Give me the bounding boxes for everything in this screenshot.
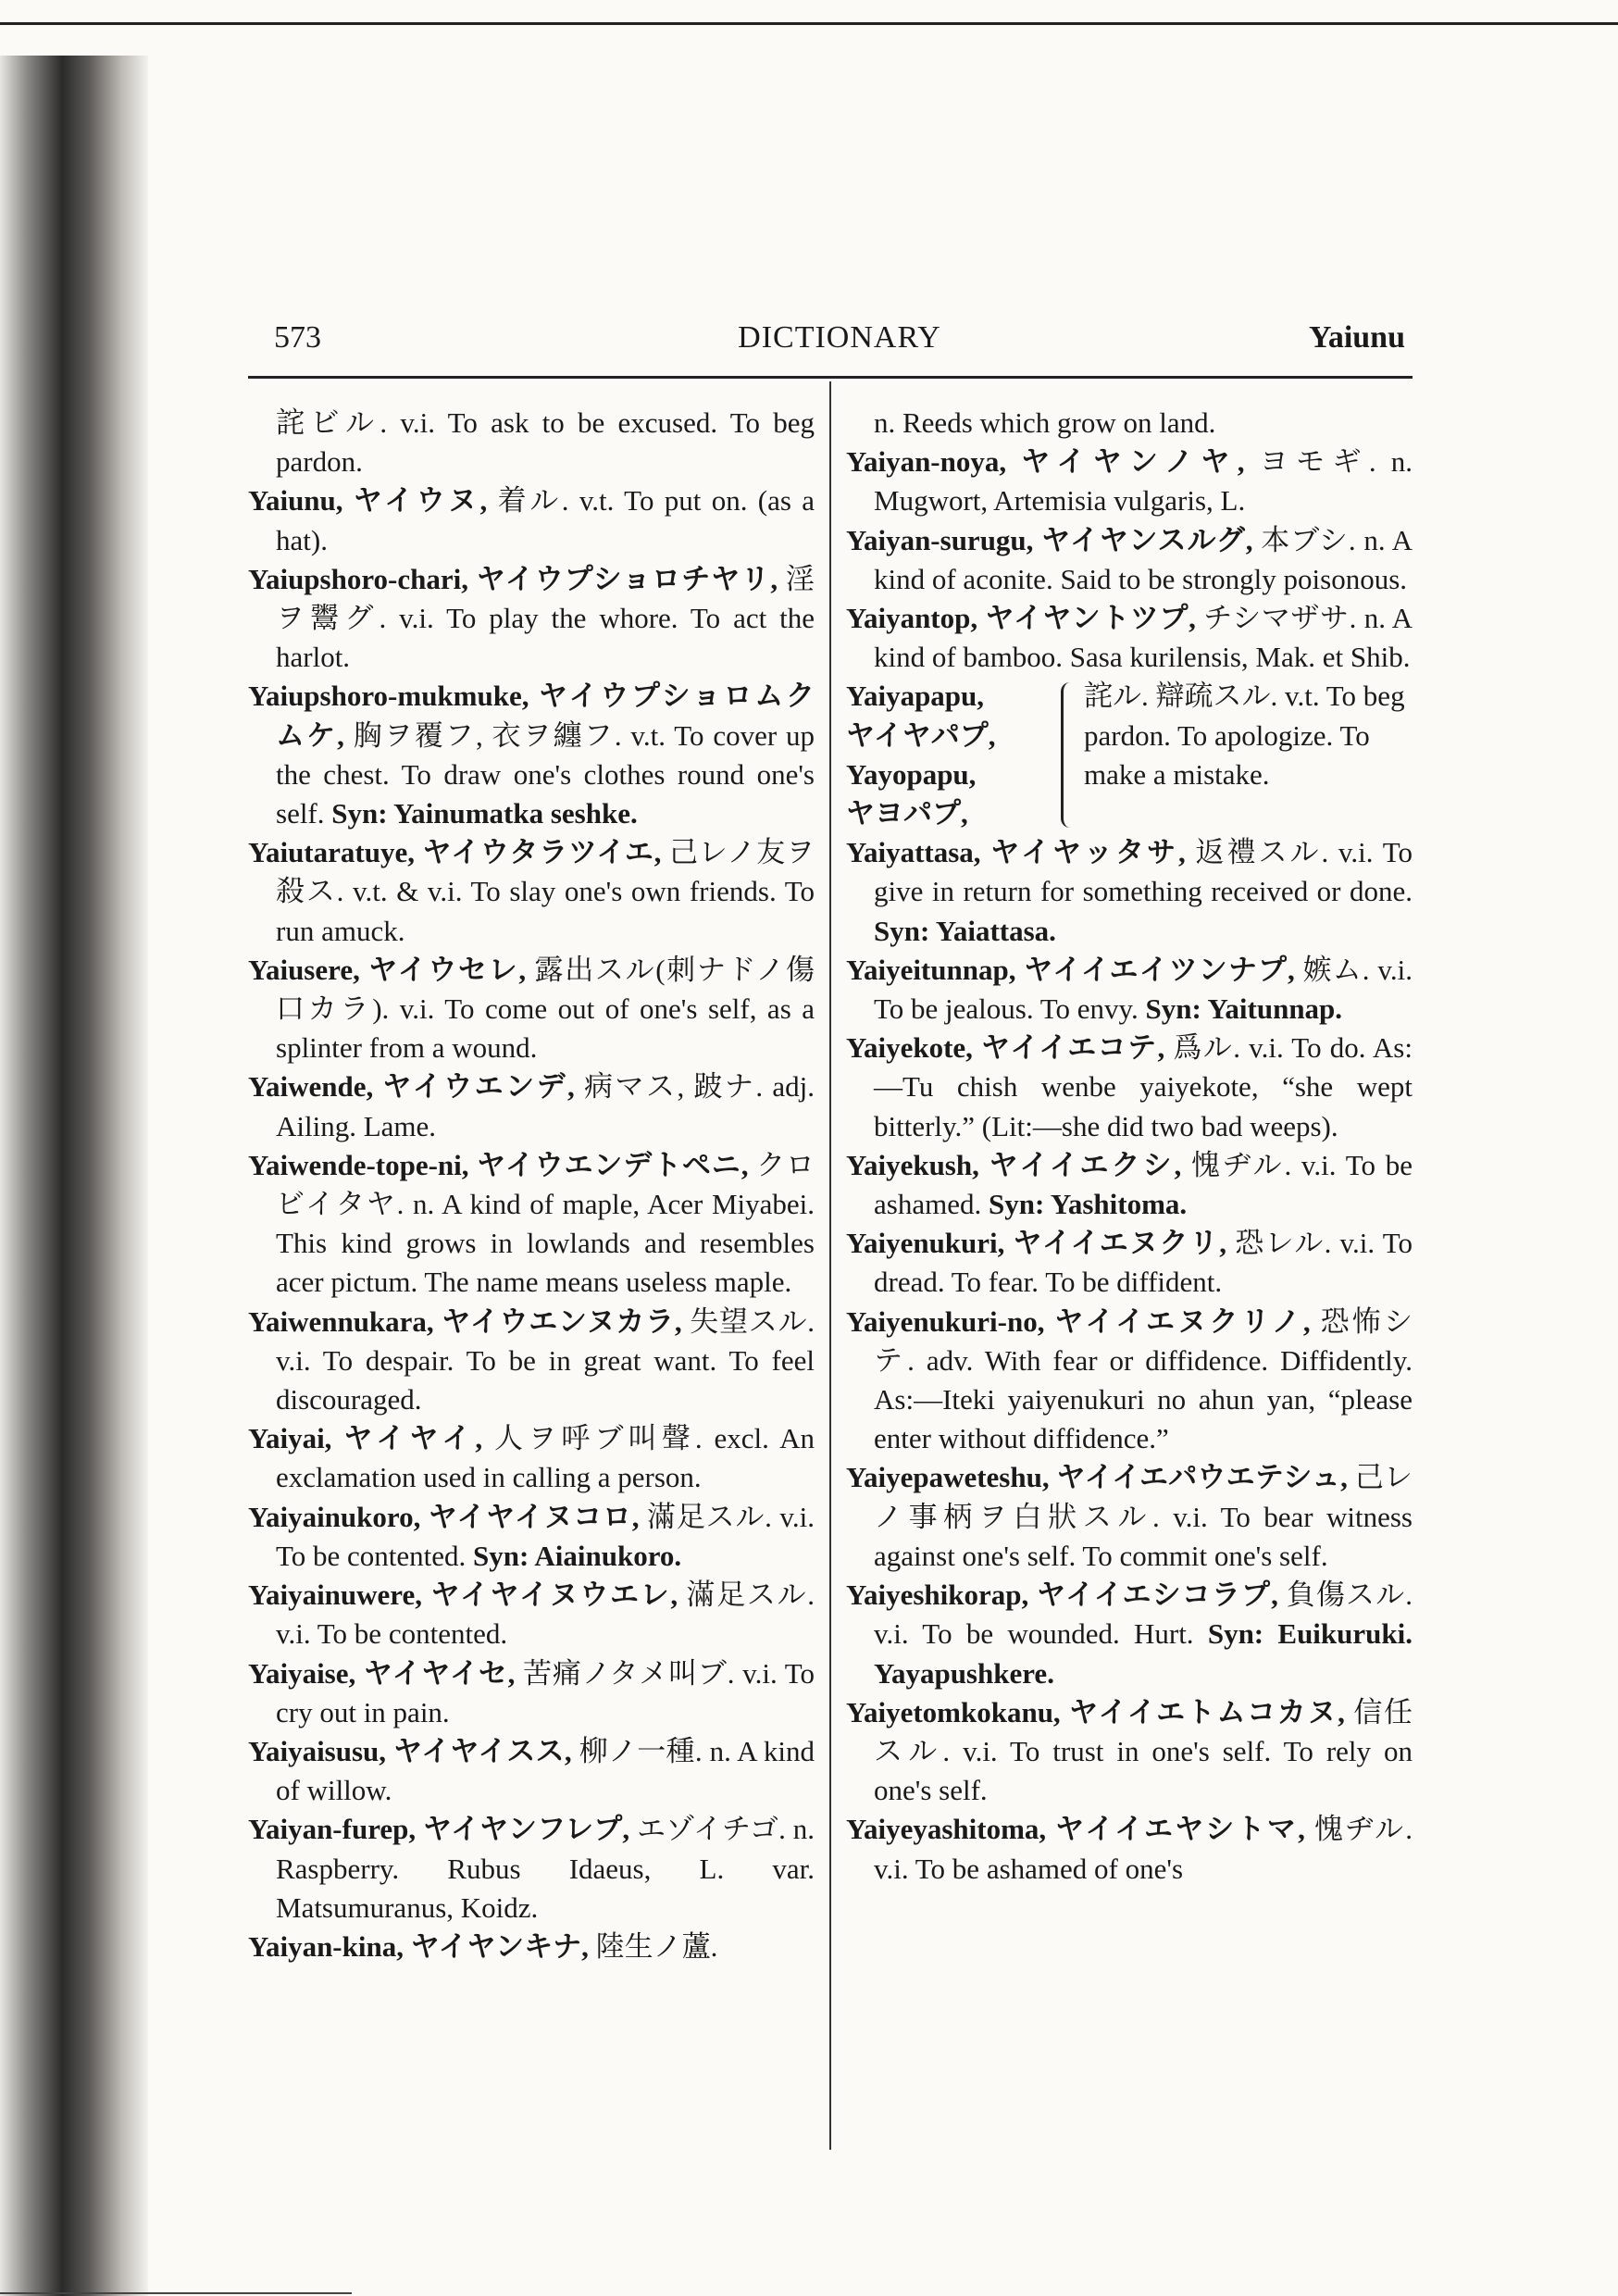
top-rule [0,22,1618,25]
entry-headword: Yaiyeyashitoma, ヤイイエヤシトマ, [846,1813,1305,1846]
entry-headword: Yaiwennukara, ヤイウエンヌカラ, [248,1304,682,1338]
entry-definition: 信任スル. v.i. To trust in one's self. To rely on one's self. [874,1695,1413,1807]
entry-headword: Yaiwende-tope-ni, ヤイウエンデトペニ, [248,1148,749,1181]
entry-definition: 失望スル. v.i. To despair. To be in great want. To feel discouraged. [276,1304,815,1416]
bracket-headword: Yaiyapapu, [846,680,985,713]
entry-definition: 陸生ノ蘆. [588,1929,718,1963]
bracket-definition: 詫ル. 辯疏スル. v.t. To beg pardon. To apologize. To make a mistake. [1084,680,1405,791]
entry-definition: 滿足スル. v.i. To be contented. [276,1578,815,1651]
entry-definition: 恐怖シテ. adv. With fear or diffidence. Diffidently. As:—Iteki yaiyenukuri no ahun yan, “please enter without diffidence.” [874,1304,1413,1455]
entry-definition: n. Reeds which grow on land. [874,406,1216,439]
entry-definition: 着ル. v.t. To put on. (as a hat). [276,484,815,556]
dictionary-entry [248,1303,815,1420]
dictionary-entry [846,951,1413,1029]
entry-headword: Yaiyan-noya, ヤイヤンノヤ, [846,445,1245,479]
entry-definition: 淫ヲ鬻グ. v.i. To play the whore. To act the harlot. [276,562,815,674]
entry-synonym: Syn: Yainumatka seshke. [331,797,638,830]
entry-synonym: Syn: Aiainukoro. [473,1539,682,1572]
brace-symbol [1061,682,1077,828]
entry-definition: 負傷スル. v.i. To be wounded. Hurt. [874,1578,1413,1651]
entry-definition: 愧ヂル. v.i. To be ashamed. [874,1148,1413,1221]
entry-definition: エゾイチゴ. n. Raspberry. Rubus Idaeus, L. var. Matsumuranus, Koidz. [276,1813,815,1924]
entry-definition: 己レノ友ヲ殺ス. v.t. & v.i. To slay one's own friends. To run amuck. [276,836,815,947]
entry-headword: Yaiyainuwere, ヤイヤイヌウエレ, [248,1578,678,1612]
entry-headword: Yaiwende, ヤイウエンデ, [248,1070,575,1104]
dictionary-entry [846,1810,1413,1888]
dictionary-entry [248,404,815,481]
dictionary-entry [846,1576,1413,1693]
dictionary-entry [248,951,815,1068]
page-binding-shadow [0,56,148,2296]
entry-headword: Yaiyetomkokanu, ヤイイエトムコカヌ, [846,1695,1345,1728]
dictionary-entry [846,833,1413,951]
entry-headword: Yaiyantop, ヤイヤントツプ, [846,602,1196,635]
entry-headword: Yaiupshoro-chari, ヤイウプショロチヤリ, [248,562,778,595]
entry-definition: 己レノ事柄ヲ白狀スル. v.i. To bear witness against one's self. To commit one's self. [874,1461,1413,1572]
entry-headword: Yaiyan-kina, ヤイヤンキナ, [248,1929,589,1963]
entry-headword: Yaiyattasa, ヤイヤッタサ, [846,836,1186,869]
dictionary-entry [846,1146,1413,1224]
entry-headword: Yaiyeitunnap, ヤイイエイツンナプ, [846,953,1295,986]
bracket-entry [846,677,1413,833]
entry-headword: Yaiyaisusu, ヤイヤイスス, [248,1734,572,1767]
entry-definition: 恐レル. v.i. To dread. To fear. To be diffident. [874,1227,1413,1299]
bottom-rule [0,2292,352,2294]
dictionary-entry [846,443,1413,520]
dictionary-entry [846,521,1413,599]
running-title: DICTIONARY [738,320,941,355]
entry-definition: 胸ヲ覆フ, 衣ヲ纏フ. v.t. To cover up the chest. To draw one's clothes round one's self. [276,718,815,830]
dictionary-entry [846,1458,1413,1576]
entry-definition: 詫ビル. v.i. To ask to be excused. To beg pardon. [276,406,815,479]
entry-headword: Yaiyaise, ヤイヤイセ, [248,1656,516,1690]
dictionary-entry [248,677,815,833]
entry-definition: 愧ヂル. v.i. To be ashamed of one's [874,1813,1413,1885]
right-column-top [846,404,1413,677]
entry-headword: Yaiyekush, ヤイイエクシ, [846,1148,1182,1181]
right-column [846,404,1413,1889]
entry-headword: Yaiunu, ヤイウヌ, [248,484,488,518]
entry-headword: Yaiyainukoro, ヤイヤイヌコロ, [248,1500,640,1533]
entry-synonym: Syn: Yaiattasa. [874,914,1056,947]
guide-word: Yaiunu [1309,320,1405,355]
entry-definition: クロビイタヤ. n. A kind of maple, Acer Miyabei. This kind grows in lowlands and resembles acer pictum. The name means useless maple. [276,1148,815,1299]
entry-headword: Yaiyekote, ヤイイエコテ, [846,1031,1165,1065]
bracket-headwords [846,677,1061,833]
entry-headword: Yaiusere, ヤイウセレ, [248,953,527,986]
dictionary-entry [248,1067,815,1145]
entry-definition: ヨモギ. n. Mugwort, Artemisia vulgaris, L. [874,445,1413,518]
dictionary-entry [248,1654,815,1732]
right-column-bottom [846,833,1413,1888]
entry-headword: Yaiyepaweteshu, ヤイイエパウエテシュ, [846,1461,1348,1494]
dictionary-entry [846,1303,1413,1459]
entry-definition: 爲ル. v.i. To do. As:—Tu chish wenbe yaiyekote, “she wept bitterly.” (Lit:—she did two bad weeps). [874,1031,1413,1142]
dictionary-entry [846,599,1413,677]
dictionary-entry [248,560,815,678]
bracket-headword: ヤヨパプ, [846,797,968,830]
dictionary-entry [248,1732,815,1810]
left-column [248,404,815,1966]
dictionary-entry [248,1576,815,1653]
entry-headword: Yaiyenukuri-no, ヤイイエヌクリノ, [846,1304,1311,1338]
dictionary-entry [846,1693,1413,1811]
entry-synonym: Syn: Yashitoma. [988,1188,1188,1221]
bracket-headword: Yayopapu, [846,757,977,791]
entry-headword: Yaiyenukuri, ヤイイエヌクリ, [846,1227,1227,1260]
entry-definition: 露出スル(刺ナドノ傷口カラ). v.i. To come out of one's self, as a splinter from a wound. [276,953,815,1065]
dictionary-entry [248,1146,815,1303]
header-rule [248,376,1413,379]
dictionary-entry [248,833,815,951]
entry-headword: Yaiyan-surugu, ヤイヤンスルグ, [846,523,1253,556]
column-divider [829,381,831,2150]
entry-headword: Yaiyai, ヤイヤイ, [248,1422,483,1455]
page-number: 573 [274,320,321,355]
entry-definition: 人ヲ呼ブ叫聲. excl. An exclamation used in calling a person. [276,1422,815,1494]
entry-definition: 滿足スル. v.i. To be contented. [276,1500,815,1572]
entry-headword: Yaiutaratuye, ヤイウタラツイエ, [248,836,662,869]
entry-headword: Yaiyeshikorap, ヤイイエシコラプ, [846,1578,1278,1612]
bracket-headword: ヤイヤパプ, [846,718,996,752]
entry-headword: Yaiyan-furep, ヤイヤンフレプ, [248,1813,630,1846]
entry-synonym: Syn: Yaitunnap. [1145,992,1343,1026]
page-header [274,315,1405,370]
entry-definition: 嫉ム. v.i. To be jealous. To envy. [874,953,1413,1026]
dictionary-entry [248,1419,815,1497]
entry-definition: 本ブシ. n. A kind of aconite. Said to be strongly poisonous. [874,523,1413,595]
entry-definition: チシマザサ. n. A kind of bamboo. Sasa kurilensis, Mak. et Shib. [874,602,1413,674]
dictionary-entry [248,1498,815,1576]
dictionary-entry [846,1029,1413,1146]
entry-definition: 苦痛ノタメ叫ブ. v.i. To cry out in pain. [276,1656,815,1728]
dictionary-entry [846,1224,1413,1302]
dictionary-entry [248,1928,815,1966]
entry-definition: 柳ノ一種. n. A kind of willow. [276,1734,815,1807]
entry-headword: Yaiupshoro-mukmuke, ヤイウプショロムクムケ, [248,680,815,752]
entry-definition: 返禮スル. v.i. To give in return for something received or done. [874,836,1413,908]
entry-definition: 病マス, 跛ナ. adj. Ailing. Lame. [276,1070,815,1142]
dictionary-entry [248,1810,815,1928]
dictionary-entry [248,481,815,559]
entry-synonym: Syn: Euikuruki. Yayapushkere. [874,1617,1413,1690]
dictionary-entry [846,404,1413,443]
